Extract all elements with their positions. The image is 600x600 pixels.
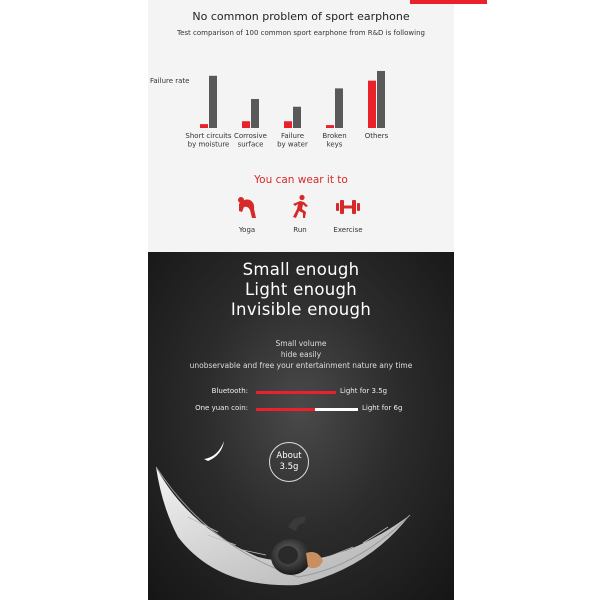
hero-desc-2: hide easily bbox=[280, 350, 322, 359]
hero-line-2: Light enough bbox=[244, 280, 358, 299]
hero-panel bbox=[148, 252, 454, 600]
top-panel bbox=[148, 0, 454, 252]
chart-bar bbox=[293, 107, 301, 128]
activity-label: Exercise bbox=[333, 226, 363, 234]
chart-bar bbox=[251, 99, 259, 128]
chart-bar bbox=[377, 71, 385, 128]
chart-bar bbox=[242, 121, 250, 128]
activity-label: Yoga bbox=[238, 226, 256, 234]
section-subtitle: Test comparison of 100 common sport earphone from R&D is following bbox=[177, 29, 425, 37]
yoga-icon bbox=[236, 194, 258, 220]
wear-title: You can wear it to bbox=[254, 174, 348, 186]
feather-earbud-illustration bbox=[148, 457, 454, 600]
comparison-label-bluetooth: Bluetooth: bbox=[211, 387, 248, 395]
chart-category-label: Others bbox=[364, 132, 389, 140]
chart-category-label: Corrosive surface bbox=[234, 132, 267, 149]
hero-line-3: Invisible enough bbox=[230, 300, 372, 319]
chart-bar bbox=[284, 121, 292, 128]
chart-bar bbox=[200, 124, 208, 128]
weight-badge-line2: 3.5g bbox=[279, 462, 299, 472]
dumbbell-icon bbox=[335, 194, 361, 220]
activity-yoga bbox=[217, 194, 277, 234]
chart-category-label: Failure by water bbox=[277, 132, 308, 149]
weight-badge-line1: About bbox=[276, 451, 302, 461]
chart-bar bbox=[326, 125, 334, 128]
hero-line-1: Small enough bbox=[242, 260, 360, 279]
chart-bar bbox=[335, 88, 343, 128]
comparison-value-bluetooth: Light for 3.5g bbox=[340, 387, 388, 395]
accent-bar bbox=[410, 0, 487, 4]
hero-desc-3: unobservable and free your entertainment nature any time bbox=[189, 361, 413, 370]
chart-ylabel: Failure rate bbox=[150, 77, 190, 85]
chart-bar bbox=[209, 76, 217, 128]
chart-category-label: Broken keys bbox=[322, 132, 347, 149]
section-title: No common problem of sport earphone bbox=[192, 10, 410, 23]
comparison-label-coin: One yuan coin: bbox=[195, 404, 248, 412]
comparison-bar-coin bbox=[256, 408, 315, 411]
comparison-value-coin: Light for 6g bbox=[362, 404, 403, 412]
hero-desc-1: Small volume bbox=[275, 339, 327, 348]
comparison-bar-coin-remainder bbox=[315, 408, 358, 411]
comparison-bar-bluetooth bbox=[256, 391, 336, 394]
activity-exercise bbox=[318, 194, 378, 234]
failure-rate-chart bbox=[148, 60, 454, 160]
activity-label: Run bbox=[293, 226, 307, 234]
run-icon bbox=[289, 194, 311, 220]
chart-bar bbox=[368, 81, 376, 128]
chart-category-label: Short circuits by moisture bbox=[185, 132, 232, 149]
